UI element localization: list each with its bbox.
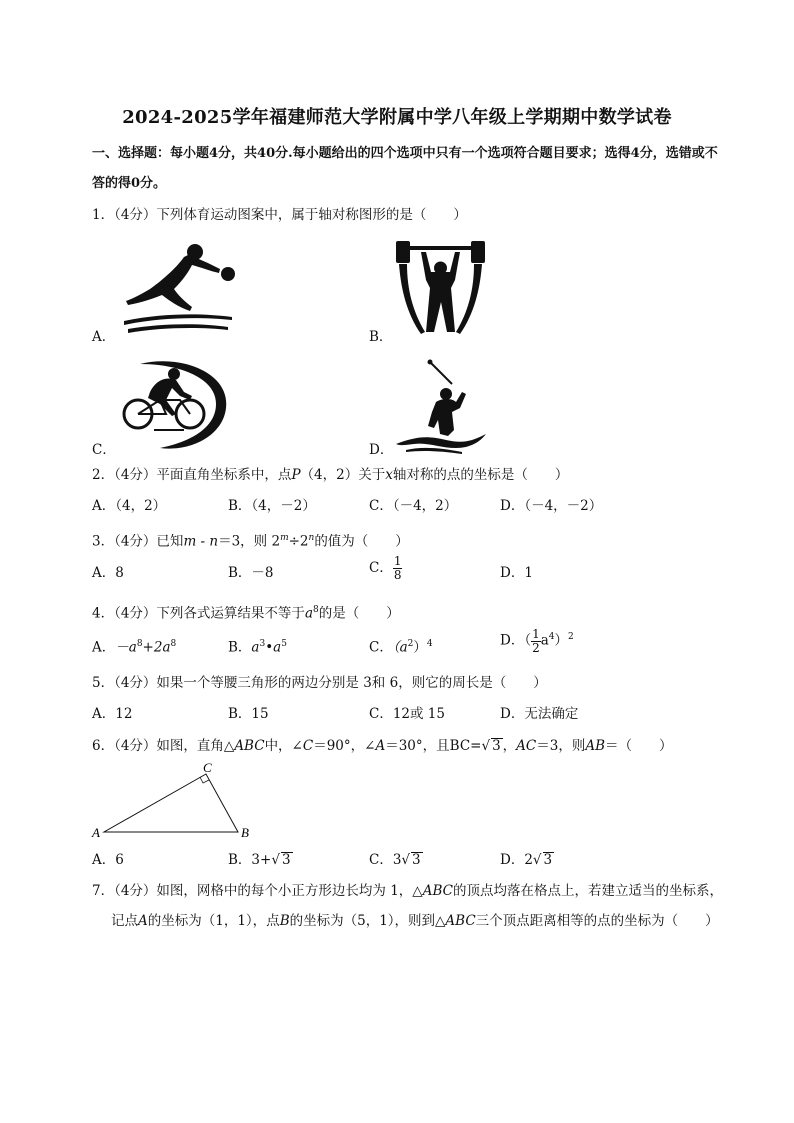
- q4-option-b: [228, 634, 287, 658]
- q2-option-a: A．（4，2）: [92, 498, 167, 514]
- q4-b-dot: •a: [265, 639, 282, 656]
- q3-stem-pre: 3．（4分）已知: [92, 533, 184, 550]
- q4-b-exp2: 5: [281, 639, 287, 649]
- question-4-stem: [92, 600, 400, 624]
- q4-d-exp1: 4: [548, 632, 555, 642]
- q5-option-b: B．15: [228, 706, 269, 722]
- q5-option-d: D．无法确定: [500, 706, 579, 722]
- q3-div: ÷2: [288, 533, 309, 550]
- question-1-stem: 1．（4分）下列体育运动图案中，属于轴对称图形的是（ ）: [92, 207, 467, 223]
- question-6-stem: [92, 736, 673, 756]
- q6-stem-c2: ＝90°，∠: [313, 738, 376, 754]
- q7-line2-pre: 记点: [111, 913, 138, 929]
- q6-stem-post: ＝（ ）: [605, 738, 673, 754]
- q4-c-close: ）: [413, 639, 427, 656]
- q4-d-fraction: [531, 628, 541, 655]
- q6-option-a: A．6: [92, 852, 124, 868]
- q4-a-plus: +2a: [142, 639, 171, 656]
- q3-frac-num: 1: [393, 554, 402, 568]
- q6-triangle: [104, 774, 238, 832]
- q6-stem-c: 中，∠: [264, 738, 303, 754]
- weightlifter-icon: [393, 240, 488, 338]
- q4-option-c: [369, 634, 433, 658]
- q7-line2-post: 三个顶点距离相等的点的坐标为（ ）: [475, 913, 719, 929]
- cyclist-icon: [120, 358, 230, 454]
- q6-label-a: A: [92, 825, 100, 840]
- q6-sqrt3: 3: [492, 738, 501, 754]
- q6-c-rad: 3: [412, 852, 421, 868]
- q6-c-label: C．3: [369, 852, 402, 868]
- q4-c-open: （a: [392, 639, 408, 656]
- q6-d-rad: 3: [543, 852, 553, 868]
- q6-label-c: C: [203, 760, 212, 775]
- q4-d-close: ）: [554, 632, 569, 649]
- q3-option-d: D．1: [500, 565, 533, 581]
- q4-a-label: A．: [92, 639, 116, 656]
- q2-stem-post: 轴对称的点的坐标是（ ）: [392, 467, 569, 483]
- q6-d-label: D．2: [500, 852, 533, 868]
- q6-a: A: [375, 738, 386, 754]
- q6-ac: AC: [516, 738, 537, 754]
- q6-stem-a2: ＝30°，且BC=: [385, 738, 482, 754]
- q3-stem-post: 的值为（ ）: [314, 533, 409, 550]
- sqrt-icon: √: [532, 852, 542, 868]
- q4-c-exp1: 2: [407, 639, 414, 649]
- q3-exp-m: m: [280, 533, 289, 543]
- q4-d-a: a: [540, 632, 549, 649]
- q4-option-a: [92, 634, 176, 658]
- q4-stem-post: 的是（ ）: [318, 605, 400, 622]
- q6-stem-ac: ，: [502, 738, 517, 754]
- q1-option-b-label: B．: [369, 329, 393, 345]
- q6-option-c: [369, 850, 423, 870]
- q6-ab: AB: [585, 738, 606, 754]
- q4-a: a: [304, 605, 313, 622]
- q3-option-c-label: C．: [369, 560, 393, 576]
- q5-option-c: C．12或 15: [369, 706, 445, 722]
- q2-option-b: B．（4，－2）: [228, 498, 316, 514]
- q7-line2-mid2: 的坐标为（5，1），则到△: [289, 913, 446, 929]
- q6-b-rad: 3: [281, 852, 291, 868]
- q7-b: B: [279, 913, 290, 929]
- q4-c-exp2: 4: [426, 639, 433, 649]
- q2-axis: x: [385, 467, 393, 483]
- q6-label-b: B: [241, 825, 249, 840]
- section-heading: 一、选择题：每小题4分，共40分.每小题给出的四个选项中只有一个选项符合题目要求；选得4分，选错或不答的得0分。: [92, 146, 718, 191]
- golfer-icon: [392, 358, 488, 454]
- q4-option-d: [500, 627, 574, 655]
- q2-stem-mid: （4，2）关于: [300, 467, 386, 483]
- question-7-line-2: [111, 911, 719, 931]
- question-7-line-1: [92, 881, 723, 901]
- q7-line1-pre: 7．（4分）如图，网格中的每个小正方形边长均为 1，△: [92, 883, 423, 899]
- q2-point: P: [291, 467, 301, 483]
- q6-abc: ABC: [234, 738, 265, 754]
- q3-expr: m - n: [183, 533, 219, 550]
- q3-frac-den: 8: [393, 568, 402, 582]
- sqrt-icon: √: [271, 852, 280, 868]
- q4-a-exp2: 8: [170, 639, 177, 649]
- q4-b-exp1: 3: [259, 639, 266, 649]
- q7-line1-post: 的顶点均落在格点上，若建立适当的坐标系，: [452, 883, 723, 899]
- sqrt-icon: √: [481, 738, 491, 754]
- q6-triangle-diagram: [90, 760, 260, 842]
- volleyball-player-icon: [122, 237, 237, 337]
- q2-stem-pre: 2．（4分）平面直角坐标系中，点: [92, 467, 292, 483]
- q4-d-exp2: 2: [568, 632, 574, 642]
- q3-option-a: A．8: [92, 565, 124, 581]
- sqrt-icon: √: [401, 852, 411, 868]
- q4-b-a1: a: [251, 639, 260, 656]
- q3-stem-mid: ＝3，则 2: [218, 533, 281, 550]
- question-5-stem: 5．（4分）如果一个等腰三角形的两边分别是 3和 6，则它的周长是（ ）: [92, 675, 547, 691]
- q4-b-label: B．: [228, 639, 252, 656]
- q6-option-d: [500, 850, 554, 870]
- q4-d-open: （: [524, 632, 532, 649]
- q4-exp8: 8: [313, 605, 319, 615]
- q6-stem-pre: 6．（4分）如图，直角△: [92, 738, 235, 754]
- q7-abc: ABC: [422, 883, 453, 899]
- q4-stem-pre: 4．（4分）下列各式运算结果不等于: [92, 605, 305, 622]
- q7-line2-mid: 的坐标为（1，1），点: [147, 913, 280, 929]
- q3-option-c: [369, 555, 402, 582]
- q1-option-d-label: D．: [369, 442, 394, 458]
- q5-option-a: A．12: [92, 706, 133, 722]
- q2-option-d: D．（－4，－2）: [500, 498, 603, 514]
- q7-a: A: [138, 913, 148, 929]
- q2-option-c: C．（－4，2）: [369, 498, 458, 514]
- q1-option-c-label: C．: [92, 442, 116, 458]
- q4-d-den: 2: [532, 640, 540, 655]
- q6-c: C: [302, 738, 314, 754]
- question-2-stem: [92, 465, 568, 485]
- q3-fraction: [393, 555, 403, 582]
- q4-a-expr: －a: [115, 639, 137, 656]
- q3-exp-n: n: [308, 533, 315, 543]
- q4-a-exp1: 8: [136, 639, 143, 649]
- q3-option-b: B．－8: [228, 565, 274, 581]
- q6-b-label: B．3+: [228, 852, 272, 868]
- q1-option-a-label: A．: [92, 329, 116, 345]
- q4-d-num: 1: [532, 626, 540, 641]
- page-title: 2024-2025学年福建师范大学附属中学八年级上学期期中数学试卷: [122, 107, 672, 128]
- question-3-stem: [92, 528, 409, 552]
- q4-d-label: D．: [500, 632, 525, 649]
- q6-option-b: [228, 850, 293, 870]
- q6-stem-ac2: ＝3，则: [536, 738, 586, 754]
- q4-c-label: C．: [369, 639, 393, 656]
- q7-abc2: ABC: [445, 913, 476, 929]
